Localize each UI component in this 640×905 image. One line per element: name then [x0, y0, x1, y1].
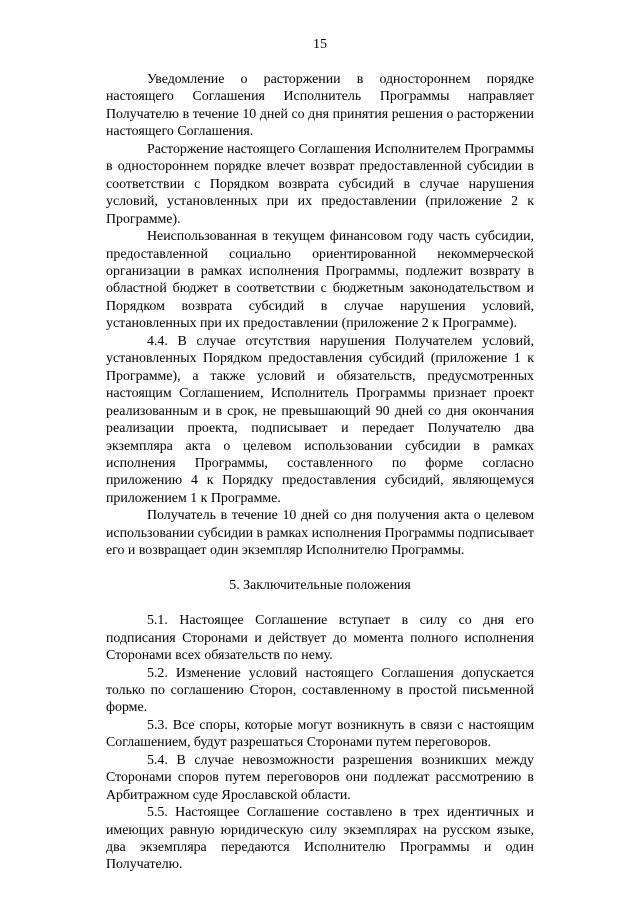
paragraph-5-3: 5.3. Все споры, которые могут возникнуть в связи с настоящим Соглашением, будут разрешаться Сторонами путем переговоров.	[106, 717, 534, 751]
paragraph-recipient-act: Получатель в течение 10 дней со дня получения акта о целевом использовании субсидии в рамках исполнения Программы подписывает его и возвращает один экземпляр Исполнителю Программы.	[106, 508, 534, 559]
paragraph-5-5: 5.5. Настоящее Соглашение составлено в трех идентичных и имеющих равную юридическую силу экземплярах на русском языке, два экземпляра передаются Исполнителю Программы и один Получателю.	[106, 805, 534, 873]
paragraph-5-4: 5.4. В случае невозможности разрешения возникших между Сторонами споров путем переговоров они подлежат рассмотрению в Арбитражном суде Ярославской области.	[106, 752, 534, 803]
paragraph-unused-subsidy: Неиспользованная в текущем финансовом году часть субсидии, предоставленной социально ориентированной некоммерческой организации в рамках исполнения Программы, подлежит возврату в областной бюджет в соответствии с бюджетным законодательством и Порядком возврата субсидий в случае нарушения условий, установленных при их предоставлении (приложение 2 к Программе).	[106, 229, 534, 332]
page-number: 15	[313, 37, 327, 52]
paragraph-termination-notice: Уведомление о расторжении в одностороннем порядке настоящего Соглашения Исполнитель Программы направляет Получателю в течение 10 дней со дня принятия решения о расторжении настоящего Соглашения.	[106, 72, 534, 140]
document-body	[106, 71, 534, 874]
paragraph-termination-consequence: Расторжение настоящего Соглашения Исполнителем Программы в одностороннем порядке влечет возврат предоставленной субсидии в соответствии с Порядком возврата субсидий в случае нарушения условий, установленных при их предоставлении (приложение 2 к Программе).	[106, 141, 534, 227]
paragraph-5-1: 5.1. Настоящее Соглашение вступает в силу со дня его подписания Сторонами и действует до момента полного исполнения Сторонами всех обязательств по нему.	[106, 613, 534, 664]
paragraph-4-4: 4.4. В случае отсутствия нарушения Получателем условий, установленных Порядком предоставления субсидий (приложение 1 к Программе), а также условий и обязательств, предусмотренных настоящим Соглашением, Исполнитель Программы признает проект реализованным и в срок, не превышающий 90 дней со дня окончания реализации проекта, подписывает и передает Получателю два экземпляра акта о целевом использовании субсидии в рамках исполнения Программы, составленного по форме согласно приложению 4 к Порядку предоставления субсидий, являющемуся приложением 1 к Программе.	[106, 333, 534, 506]
paragraph-5-2: 5.2. Изменение условий настоящего Соглашения допускается только по соглашению Сторон, составленному в простой письменной форме.	[106, 665, 534, 716]
section-heading: 5. Заключительные положения	[229, 577, 411, 593]
